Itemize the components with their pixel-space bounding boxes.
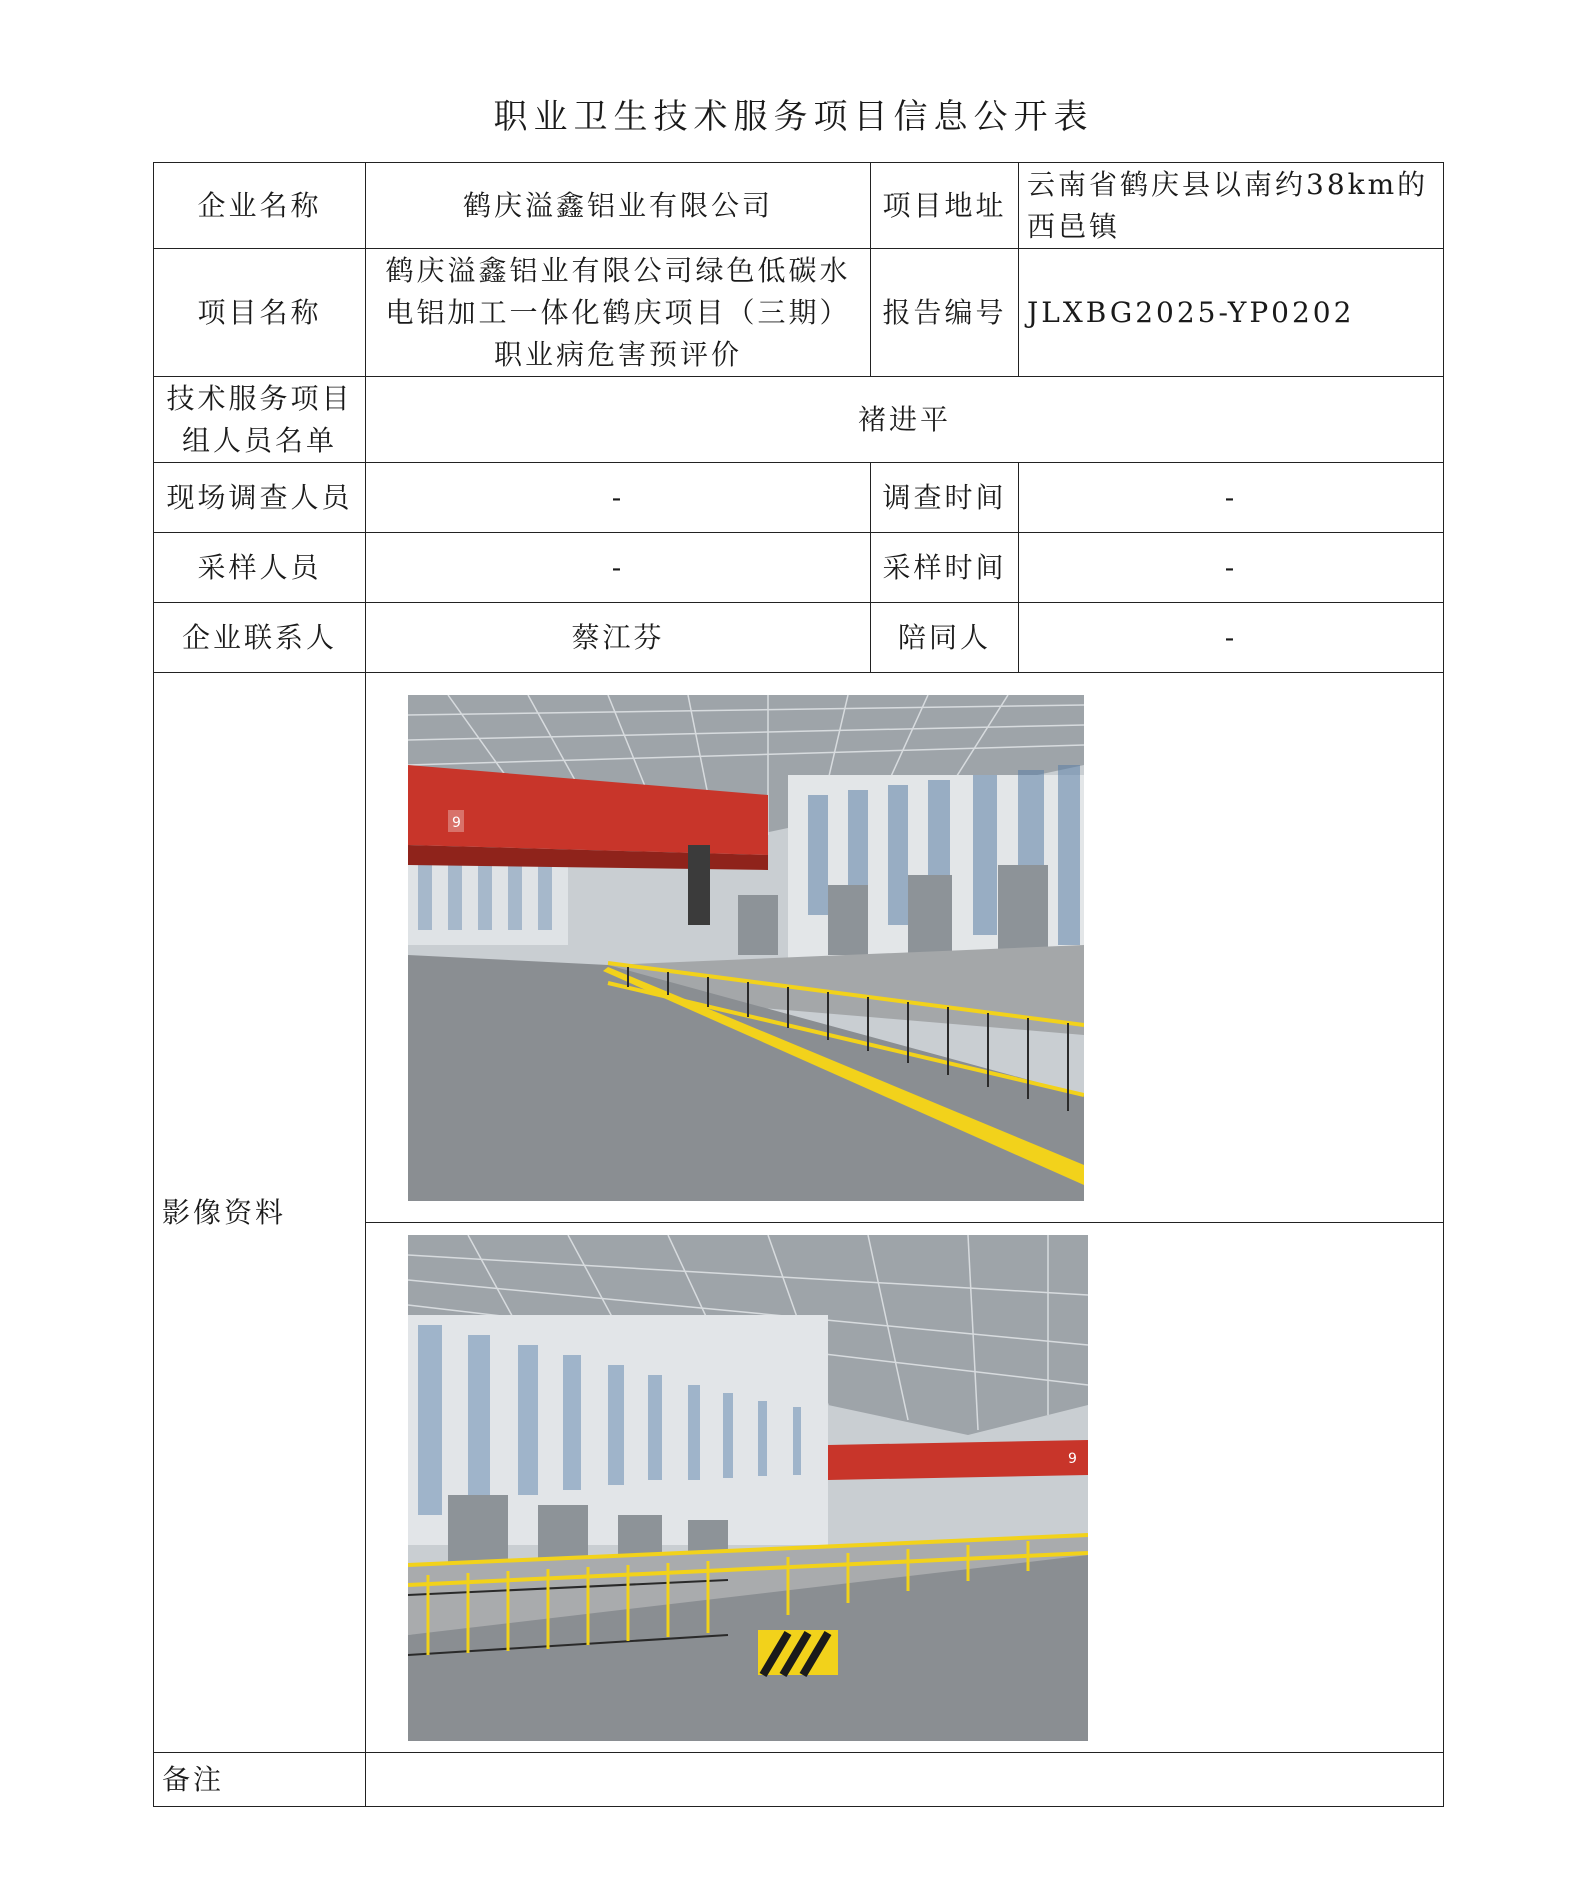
row-remarks (154, 1753, 1444, 1807)
company-value: 鹤庆溢鑫铝业有限公司 (366, 163, 871, 249)
sampling-staff-value: - (366, 533, 871, 603)
sampling-time-label: 采样时间 (871, 533, 1019, 603)
company-label: 企业名称 (154, 163, 366, 249)
contact-label: 企业联系人 (154, 603, 366, 673)
photo-1 (408, 695, 1084, 1201)
row-sampling (154, 533, 1444, 603)
row-team (154, 377, 1444, 463)
crane-number-1: 9 (452, 814, 464, 831)
info-table (153, 162, 1444, 1807)
row-survey (154, 463, 1444, 533)
address-label: 项目地址 (871, 163, 1019, 249)
survey-time-value: - (1019, 463, 1444, 533)
row-project (154, 249, 1444, 377)
row-images-1 (154, 673, 1444, 1223)
project-value: 鹤庆溢鑫铝业有限公司绿色低碳水电铝加工一体化鹤庆项目（三期）职业病危害预评价 (366, 249, 871, 377)
escort-label: 陪同人 (871, 603, 1019, 673)
survey-staff-value: - (366, 463, 871, 533)
factory-photo-2 (408, 1235, 1088, 1741)
team-label: 技术服务项目组人员名单 (154, 377, 366, 463)
photo-cell-1 (366, 673, 1444, 1223)
row-contact (154, 603, 1444, 673)
photo-2 (408, 1235, 1088, 1741)
team-value: 褚进平 (366, 377, 1444, 463)
remarks-label: 备注 (154, 1753, 366, 1807)
photo-cell-2 (366, 1223, 1444, 1753)
page-title: 职业卫生技术服务项目信息公开表 (493, 97, 1094, 137)
project-label: 项目名称 (154, 249, 366, 377)
sampling-staff-label: 采样人员 (154, 533, 366, 603)
sampling-time-value: - (1019, 533, 1444, 603)
report-value: JLXBG2025-YP0202 (1019, 249, 1444, 377)
images-label: 影像资料 (154, 673, 366, 1753)
escort-value: - (1019, 603, 1444, 673)
crane-number-2: 9 (1068, 1450, 1080, 1467)
remarks-value (366, 1753, 1444, 1807)
row-company (154, 163, 1444, 249)
survey-staff-label: 现场调查人员 (154, 463, 366, 533)
factory-photo-1 (408, 695, 1084, 1201)
survey-time-label: 调查时间 (871, 463, 1019, 533)
address-value: 云南省鹤庆县以南约38km的西邑镇 (1019, 163, 1444, 249)
report-label: 报告编号 (871, 249, 1019, 377)
contact-value: 蔡江芬 (366, 603, 871, 673)
